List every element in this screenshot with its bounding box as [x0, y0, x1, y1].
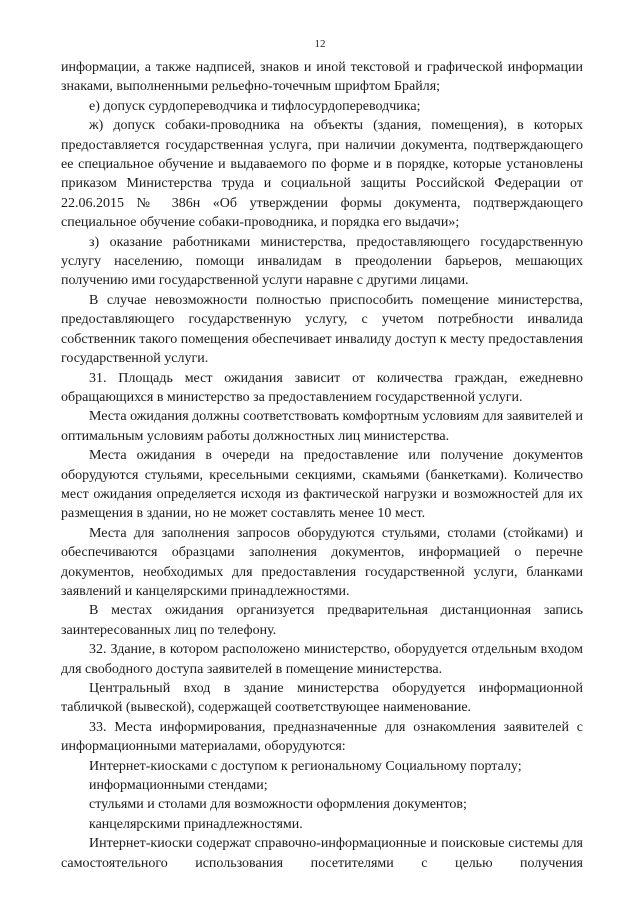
paragraph: В случае невозможности полностью приспособить помещение министерства, предоставляющего государственную услугу, с учетом потребности инвалида собственник такого помещения обеспечивает инвалиду доступ к месту предоставления государственной услуги.	[61, 292, 583, 367]
list-item: информационными стендами;	[89, 778, 268, 794]
paragraph: Центральный вход в здание министерства оборудуется информационной табличкой (вывеской), содержащей соответствующее наименование.	[61, 681, 583, 716]
document-body	[61, 58, 583, 873]
paragraph-section-32: 32. Здание, в котором расположено министерство, оборудуется отдельным входом для свободного доступа заявителей в помещение министерства.	[61, 642, 583, 677]
paragraph-continuation: информации, а также надписей, знаков и иной текстовой и графической информации знаками, выполненными рельефно-точечным шрифтом Брайля;	[61, 60, 583, 95]
paragraph: Места ожидания в очереди на предоставление или получение документов оборудуются стульями, кресельными секциями, скамьями (банкетками). Количество мест ожидания определяется исходя из фактической нагрузки и возможностей для их размещения в здании, но не может составлять менее 10 мест.	[61, 448, 583, 522]
paragraph-section-31: 31. Площадь мест ожидания зависит от количества граждан, ежедневно обращающихся в министерство за предоставлением государственной услуги.	[61, 370, 583, 405]
paragraph-item-z: з) оказание работниками министерства, предоставляющего государственную услугу населению, помощи инвалидам в преодолении барьеров, мешающих получению ими государственной услуги наравне с другими лицами.	[61, 234, 583, 289]
list-item: Интернет-киосками с доступом к региональному Социальному порталу;	[89, 758, 522, 774]
list-item: стульями и столами для возможности оформления документов;	[89, 797, 467, 813]
paragraph-item-zh: ж) допуск собаки-проводника на объекты (здания, помещения), в которых предоставляется государственная услуга, при наличии документа, подтверждающего ее специальное обучение и выдаваемого по форме и в порядке, которые установлены приказом Министерства труда и социальной защиты Российской Федерации от 22.06.2015 № 386н «Об утверждении формы документа, подтверждающего специальное обучение собаки-проводника, и порядка его выдачи»;	[61, 118, 583, 231]
list-item: канцелярскими принадлежностями.	[89, 816, 303, 832]
paragraph: Места для заполнения запросов оборудуются стульями, столами (стойками) и обеспечиваются образцами заполнения документов, информацией о перечне документов, необходимых для предоставления государственной услуги, бланками заявлений и канцелярскими принадлежностями.	[61, 525, 583, 599]
paragraph-item-e: е) допуск сурдопереводчика и тифлосурдопереводчика;	[89, 98, 421, 114]
page-number: 12	[314, 38, 326, 50]
paragraph: Места ожидания должны соответствовать комфортным условиям для заявителей и оптимальным условиям работы должностных лиц министерства.	[61, 409, 583, 444]
paragraph: В местах ожидания организуется предварительная дистанционная запись заинтересованных лиц по телефону.	[61, 603, 583, 638]
paragraph-continues: Интернет-киоски содержат справочно-информационные и поисковые системы для самостоятельного использования посетителями с целью получения	[61, 836, 583, 871]
paragraph-section-33: 33. Места информирования, предназначенные для ознакомления заявителей с информационными материалами, оборудуются:	[61, 719, 583, 755]
